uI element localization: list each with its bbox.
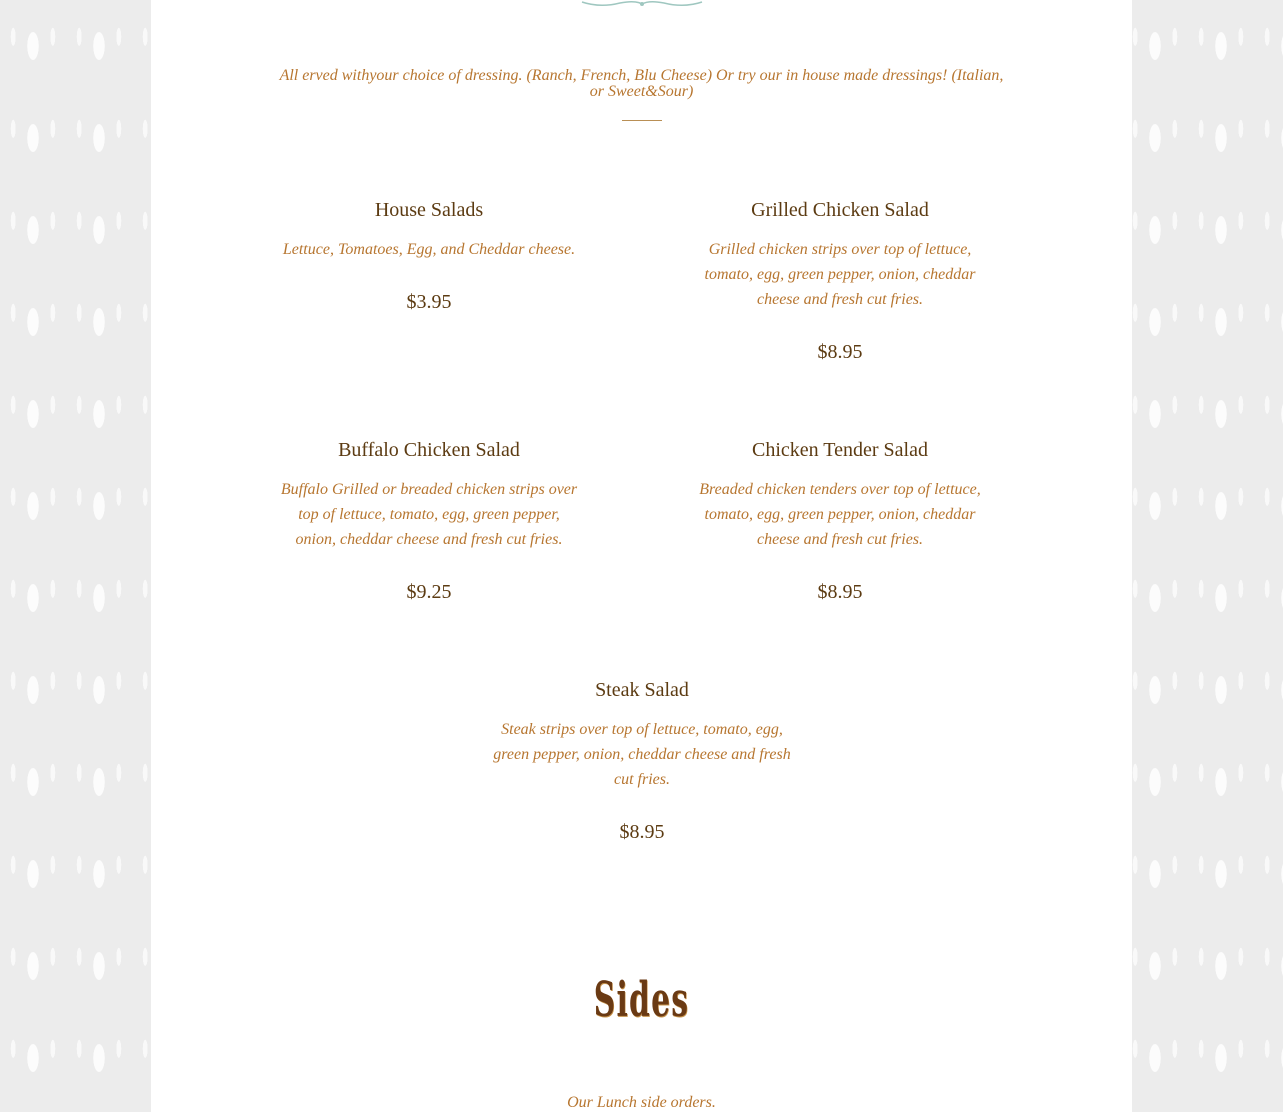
item-title: House Salads <box>374 199 484 221</box>
item-description: Buffalo Grilled or breaded chicken strips over top of lettuce, tomato, egg, green pepper, onion, cheddar cheese and fresh cut fries. <box>280 481 578 548</box>
item-description: Steak strips over top of lettuce, tomato, egg, green pepper, onion, cheddar cheese and fresh cut fries. <box>493 721 791 788</box>
menu-item <box>685 198 995 364</box>
item-title: Steak Salad <box>595 679 689 701</box>
dressing-note: All erved withyour choice of dressing. (Ranch, French, Blu Cheese) Or try our in house made dressings! (Italian, or Sweet&Sour) <box>279 67 1004 100</box>
item-price: $8.95 <box>619 821 665 843</box>
sides-subtitle: Our Lunch side orders. <box>567 1094 716 1111</box>
item-price: $3.95 <box>406 291 452 313</box>
item-description: Lettuce, Tomatoes, Egg, and Cheddar cheese. <box>282 241 576 258</box>
item-title: Buffalo Chicken Salad <box>338 439 520 461</box>
menu-page <box>151 0 1132 1112</box>
menu-item <box>274 198 584 314</box>
item-title: Chicken Tender Salad <box>752 439 928 461</box>
sides-heading: Sides <box>593 972 690 1028</box>
item-price: $9.25 <box>406 581 452 603</box>
divider-rule <box>622 120 662 121</box>
menu-item <box>487 678 797 844</box>
item-price: $8.95 <box>817 581 863 603</box>
item-description: Breaded chicken tenders over top of lettuce, tomato, egg, green pepper, onion, cheddar cheese and fresh cut fries. <box>699 481 981 548</box>
item-price: $8.95 <box>817 341 863 363</box>
menu-item <box>274 438 584 604</box>
item-description: Grilled chicken strips over top of lettuce, tomato, egg, green pepper, onion, cheddar cheese and fresh cut fries. <box>704 241 976 308</box>
menu-item <box>685 438 995 604</box>
ornamental-flourish-icon <box>580 0 704 8</box>
item-title: Grilled Chicken Salad <box>751 199 929 221</box>
